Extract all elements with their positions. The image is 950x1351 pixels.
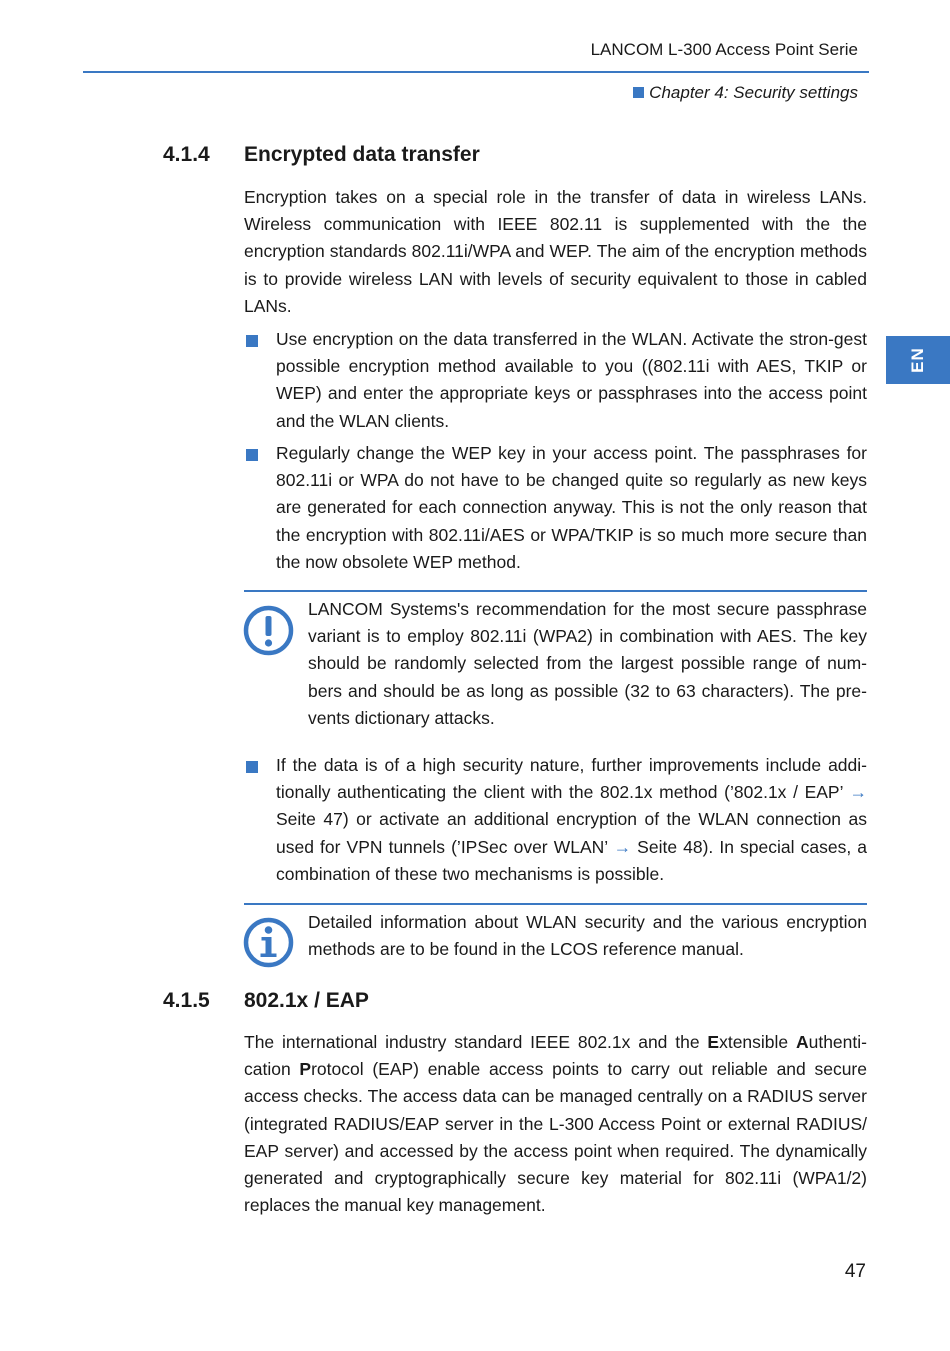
paragraph-text: rotocol (EAP) enable access points to carry out reliable and secure access checks. The access data can be managed centrally on a RADIUS server (integrated RADIUS/EAP server in the L-300 Access Point or external RADIUS/ EAP server) and accessed by the access point when required. The dynamically generated and cryptographically secure key material for 802.11i (WPA1/2) replaces the manual key management. bbox=[244, 1059, 867, 1216]
page-number: 47 bbox=[844, 1261, 866, 1282]
header-rule bbox=[83, 71, 869, 73]
chapter-label: Chapter 4: Security settings bbox=[649, 83, 858, 102]
acronym-letter: E bbox=[707, 1032, 720, 1052]
square-bullet-icon bbox=[633, 87, 644, 98]
acronym-letter: A bbox=[795, 1032, 809, 1052]
square-bullet-icon bbox=[246, 761, 258, 773]
bullet-text-part: If the data is of a high security nature, further improvements include addi-tionally authenticating the client with the 802.1x method (’802.1x / EAP’ bbox=[276, 755, 867, 803]
section-title: Encrypted data transfer bbox=[244, 143, 480, 166]
bullet-item: Regularly change the WEP key in your access point. The passphrases for 802.11i or WPA do not have to be changed quite so regularly as new keys are generated for each connection anyway. This is not the only reason that the encryption with 802.11i/AES or WPA/TKIP is so much more secure than the now obsolete WEP method. bbox=[276, 443, 867, 572]
note-rule bbox=[244, 590, 867, 592]
running-header-title: LANCOM L-300 Access Point Serie bbox=[590, 40, 858, 59]
running-header-chapter bbox=[633, 83, 858, 103]
square-bullet-icon bbox=[246, 449, 258, 461]
section-number: 4.1.5 bbox=[163, 989, 210, 1012]
paragraph-text: xtensible bbox=[719, 1032, 796, 1052]
acronym-letter: P bbox=[299, 1059, 312, 1080]
bullet-text-part: Seite 48). In special cases, a combination of these two mechanisms is possible. bbox=[276, 836, 867, 884]
language-tab-label: EN bbox=[908, 347, 927, 373]
eap-paragraph bbox=[244, 1029, 867, 1219]
bullet-item: Use encryption on the data transferred in the WLAN. Activate the stron-gest possible encryption method available to you ((802.11i with AES, TKIP or WEP) and enter the appropriate keys or passphrases into the access point and the WLAN clients. bbox=[276, 329, 867, 431]
warning-note-text: LANCOM Systems's recommendation for the most secure passphrase variant is to employ 802.11i (WPA2) in combination with AES. The key should be randomly selected from the largest possible range of num-bers and should be as long as possible (32 to 63 characters). The pre-vents dictionary attacks. bbox=[308, 599, 867, 728]
section-title: 802.1x / EAP bbox=[244, 989, 369, 1012]
language-tab bbox=[886, 336, 950, 384]
square-bullet-icon bbox=[246, 335, 258, 347]
paragraph-text: The international industry standard IEEE 802.1x and the bbox=[244, 1032, 708, 1052]
info-circle-icon bbox=[243, 917, 294, 968]
intro-paragraph: Encryption takes on a special role in the transfer of data in wireless LANs. Wireless communication with IEEE 802.11 is supplemented with the the encryption standards 802.11i/WPA and WEP. The aim of the encryption methods is to provide wireless LAN with levels of security equivalent to those in cabled LANs. bbox=[244, 187, 867, 316]
paragraph-text: uthenti-cation bbox=[244, 1032, 867, 1080]
note-rule bbox=[244, 903, 867, 905]
exclamation-circle-icon bbox=[243, 605, 294, 656]
section-number: 4.1.4 bbox=[163, 143, 210, 166]
info-note-text: Detailed information about WLAN security and the various encryption methods are to be found in the LCOS reference manual. bbox=[308, 912, 867, 960]
bullet-text-part: Seite 47) or activate an additional encryption of the WLAN connection as used for VPN tunnels (’IPSec over WLAN’ bbox=[276, 809, 867, 857]
cross-reference-arrow-icon: → bbox=[849, 782, 867, 803]
cross-reference-arrow-icon: → bbox=[613, 836, 632, 857]
bullet-item bbox=[276, 752, 867, 888]
